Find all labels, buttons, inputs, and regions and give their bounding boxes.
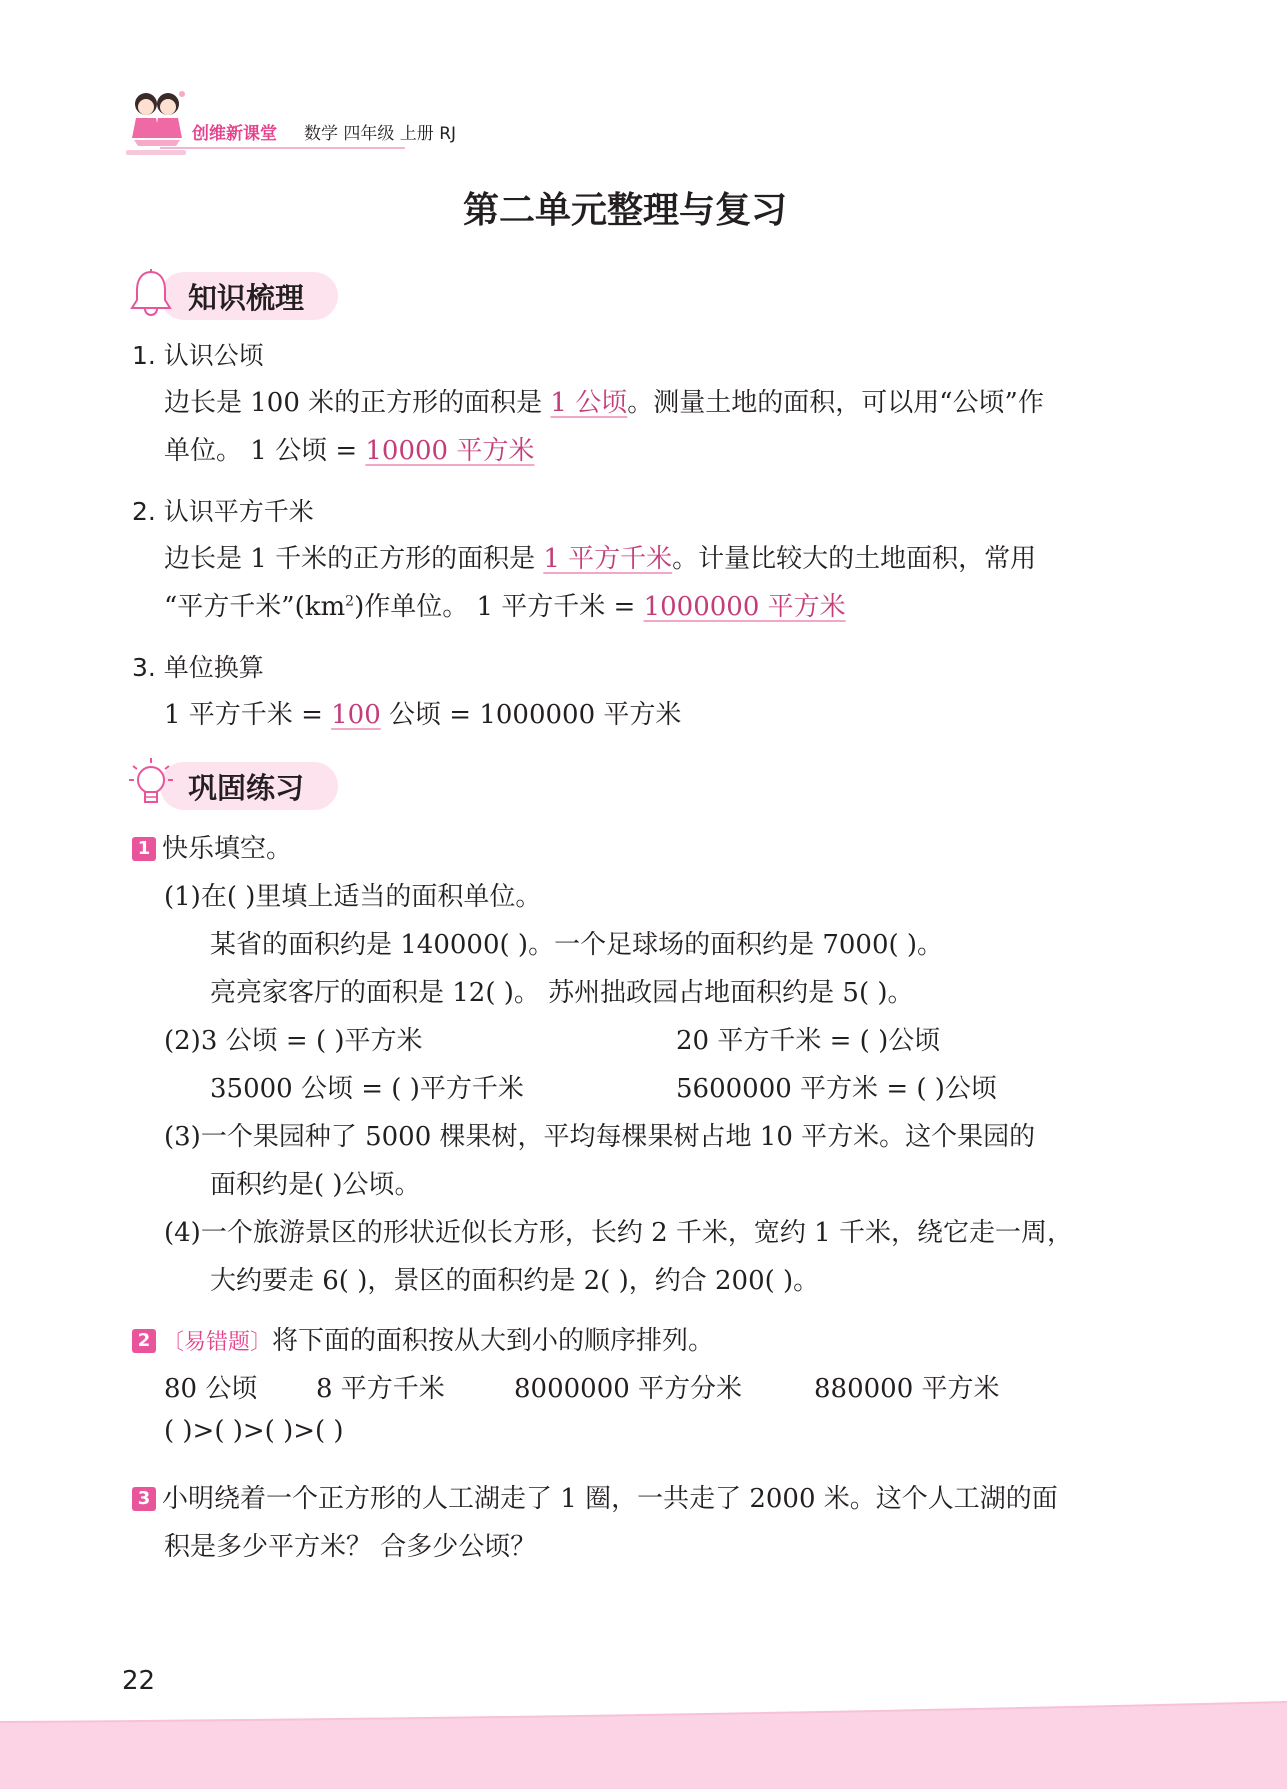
header-accent-bar <box>126 150 186 155</box>
section-practice-title: 巩固练习 <box>188 771 305 805</box>
text: 。测量土地的面积，可以用“公顷”作 <box>627 388 1044 418</box>
q1-part-1-line-a: 某省的面积约是 140000( )。一个足球场的面积约是 7000( )。 <box>210 930 944 960</box>
knowledge-heading-2: 2. 认识平方千米 <box>132 497 314 526</box>
page-title: 第二单元整理与复习 <box>462 190 787 231</box>
q2-item: 880000 平方米 <box>814 1374 1000 1404</box>
header-divider <box>160 147 405 149</box>
q1-part-1: (1)在( )里填上适当的面积单位。 <box>164 882 542 912</box>
answer-1000000: 1000000 平方米 <box>643 592 846 622</box>
knowledge-1-line-2 <box>164 430 534 467</box>
book-info: 数学 四年级 上册 RJ <box>304 124 457 144</box>
text: 边长是 1 千米的正方形的面积是 <box>164 544 544 574</box>
question-3 <box>132 1478 1058 1515</box>
q1-part-2-a-left: (2)3 公顷 = ( )平方米 <box>164 1026 423 1056</box>
error-prone-tag: 〔易错题〕 <box>162 1330 273 1355</box>
brand-name: 创维新课堂 <box>192 124 277 144</box>
q2-item: 8000000 平方分米 <box>514 1374 743 1404</box>
text: 。计量比较大的土地面积，常用 <box>672 544 1037 574</box>
page-number: 22 <box>122 1666 156 1696</box>
lightbulb-icon <box>128 756 174 810</box>
knowledge-heading-3: 3. 单位换算 <box>132 653 264 682</box>
question-text: 快乐填空。 <box>162 834 293 864</box>
knowledge-1-line-1 <box>164 382 1044 419</box>
knowledge-2-line-2 <box>164 586 846 623</box>
text: 公顷 = 1000000 平方米 <box>380 700 682 730</box>
bell-icon <box>128 268 174 318</box>
q2-item: 80 公顷 <box>164 1374 258 1404</box>
q1-part-1-line-b: 亮亮家客厅的面积是 12( )。 苏州拙政园占地面积约是 5( )。 <box>210 978 914 1008</box>
question-1 <box>132 828 292 865</box>
text: “平方千米”(km <box>164 592 346 622</box>
q1-part-3-line-b: 面积约是( )公顷。 <box>210 1170 421 1200</box>
question-text: 将下面的面积按从大到小的顺序排列。 <box>272 1326 715 1356</box>
question-number-1: 1 <box>132 837 156 861</box>
text: 边长是 100 米的正方形的面积是 <box>164 388 551 418</box>
kids-mascot-icon <box>126 88 188 156</box>
answer-100: 100 <box>331 700 381 730</box>
section-knowledge-title: 知识梳理 <box>188 281 305 315</box>
knowledge-3-line-1 <box>164 694 681 731</box>
question-2 <box>132 1320 714 1357</box>
text: 1 平方千米 = <box>164 700 332 730</box>
text: )作单位。 1 平方千米 = <box>354 592 644 622</box>
q1-part-4-line-a: (4)一个旅游景区的形状近似长方形，长约 2 千米，宽约 1 千米，绕它走一周， <box>164 1218 1073 1248</box>
q1-part-2-b-left: 35000 公顷 = ( )平方千米 <box>210 1074 524 1104</box>
q2-item: 8 平方千米 <box>316 1374 445 1404</box>
q3-line-2: 积是多少平方米？ 合多少公顷？ <box>164 1532 537 1562</box>
q2-order-blanks: ( )>( )>( )>( ) <box>164 1416 344 1446</box>
q1-part-2-a-right: 20 平方千米 = ( )公顷 <box>676 1026 941 1056</box>
question-number-2: 2 <box>132 1329 156 1353</box>
answer-10000: 10000 平方米 <box>365 436 535 466</box>
answer-1-hectare: 1 公顷 <box>550 388 628 418</box>
question-number-3: 3 <box>132 1487 156 1511</box>
superscript: 2 <box>345 593 355 610</box>
q1-part-4-line-b: 大约要走 6( )，景区的面积约是 2( )，约合 200( )。 <box>210 1266 820 1296</box>
text: 单位。 1 公顷 = <box>164 436 366 466</box>
question-text: 小明绕着一个正方形的人工湖走了 1 圈，一共走了 2000 米。这个人工湖的面 <box>162 1484 1058 1514</box>
knowledge-heading-1: 1. 认识公顷 <box>132 341 264 370</box>
answer-1-km2: 1 平方千米 <box>543 544 673 574</box>
knowledge-2-line-1 <box>164 538 1036 575</box>
q1-part-2-b-right: 5600000 平方米 = ( )公顷 <box>676 1074 997 1104</box>
footer-band <box>0 1700 1287 1789</box>
q1-part-3-line-a: (3)一个果园种了 5000 棵果树，平均每棵果树占地 10 平方米。这个果园的 <box>164 1122 1036 1152</box>
